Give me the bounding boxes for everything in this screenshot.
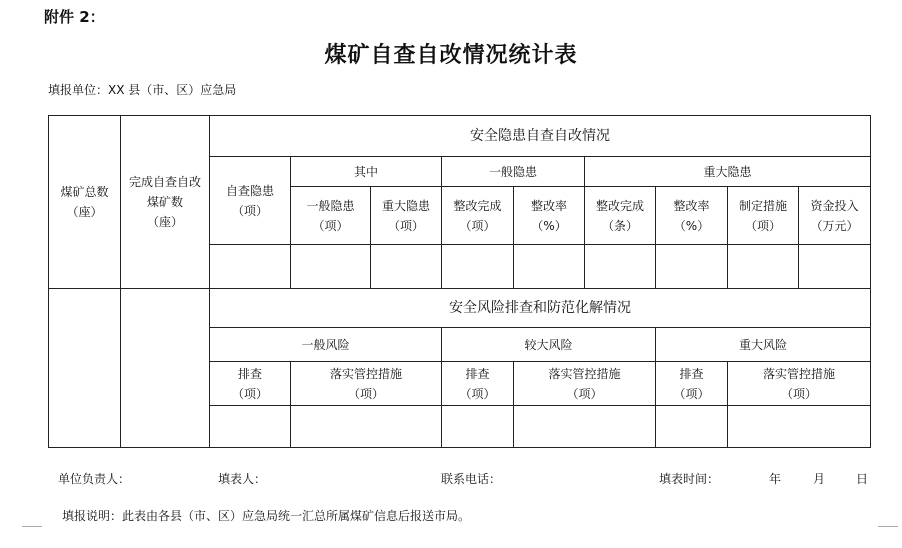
month-label: 月	[813, 472, 826, 486]
risk-larger-header: 较大风险	[442, 328, 656, 362]
responsible-label: 单位负责人：	[58, 472, 131, 486]
mine-total-value[interactable]	[49, 289, 121, 448]
self-check-unit: （项）	[231, 203, 268, 218]
risks-section-header: 安全风险排查和防范化解情况	[210, 289, 871, 328]
investigate-header: 排查 （项）	[656, 362, 728, 406]
mine-total-header	[49, 116, 121, 289]
statistics-table	[48, 115, 871, 448]
maj-rate-header: 整改率 （%）	[656, 187, 728, 245]
crop-mark	[878, 526, 898, 547]
crop-mark	[22, 526, 42, 547]
phone-label: 联系电话：	[441, 472, 502, 486]
filling-instructions: 填报说明：此表由各县（市、区）应急局统一汇总所属煤矿信息后报送市局。	[62, 509, 471, 523]
data-cell[interactable]	[585, 245, 656, 289]
sub-general-header: 一般隐患 （项）	[291, 187, 371, 245]
gen-rate-header: 整改率 （%）	[514, 187, 585, 245]
completed-mines-value[interactable]	[121, 289, 210, 448]
completed-unit: （座）	[146, 215, 183, 229]
sub-major-header: 重大隐患 （项）	[371, 187, 442, 245]
self-check-header	[210, 157, 291, 245]
reporting-unit: 填报单位：XX 县（市、区）应急局	[48, 83, 237, 97]
time-label: 填表时间：	[659, 472, 720, 486]
major-hazards-header: 重大隐患	[585, 157, 871, 187]
data-cell[interactable]	[799, 245, 871, 289]
mine-total-label: 煤矿总数	[60, 185, 109, 199]
hazards-section-header: 安全隐患自查自改情况	[210, 116, 871, 157]
risk-general-header: 一般风险	[210, 328, 442, 362]
day-label: 日	[856, 472, 869, 486]
data-cell[interactable]	[210, 245, 291, 289]
control-header: 落实管控措施 （项）	[728, 362, 871, 406]
data-cell[interactable]	[514, 406, 656, 448]
maj-funds-header: 资金投入 （万元）	[799, 187, 871, 245]
data-cell[interactable]	[728, 406, 871, 448]
attachment-label: 附件 2：	[44, 8, 105, 26]
maj-measures-header: 制定措施 （项）	[728, 187, 799, 245]
data-cell[interactable]	[728, 245, 799, 289]
data-cell[interactable]	[442, 245, 514, 289]
general-hazards-header: 一般隐患	[442, 157, 585, 187]
data-cell[interactable]	[514, 245, 585, 289]
mine-total-unit: （座）	[66, 205, 103, 219]
document-title: 煤矿自查自改情况统计表	[324, 43, 578, 68]
gen-rectified-header: 整改完成 （项）	[442, 187, 514, 245]
investigate-header: 排查 （项）	[210, 362, 291, 406]
year-label: 年	[769, 472, 782, 486]
risk-major-header: 重大风险	[656, 328, 871, 362]
data-cell[interactable]	[371, 245, 442, 289]
control-header: 落实管控措施 （项）	[514, 362, 656, 406]
data-cell[interactable]	[210, 406, 291, 448]
data-cell[interactable]	[656, 406, 728, 448]
completed-mines-header	[121, 116, 210, 289]
completed-label-2: 煤矿数	[146, 195, 183, 209]
completed-label: 完成自查自改	[128, 175, 201, 189]
filler-label: 填表人：	[218, 472, 267, 486]
data-cell[interactable]	[291, 245, 371, 289]
data-cell[interactable]	[656, 245, 728, 289]
control-header: 落实管控措施 （项）	[291, 362, 442, 406]
investigate-header: 排查 （项）	[442, 362, 514, 406]
data-cell[interactable]	[442, 406, 514, 448]
maj-rectified-header: 整改完成 （条）	[585, 187, 656, 245]
of-which-header: 其中	[291, 157, 442, 187]
self-check-label: 自查隐患	[225, 183, 274, 198]
data-cell[interactable]	[291, 406, 442, 448]
